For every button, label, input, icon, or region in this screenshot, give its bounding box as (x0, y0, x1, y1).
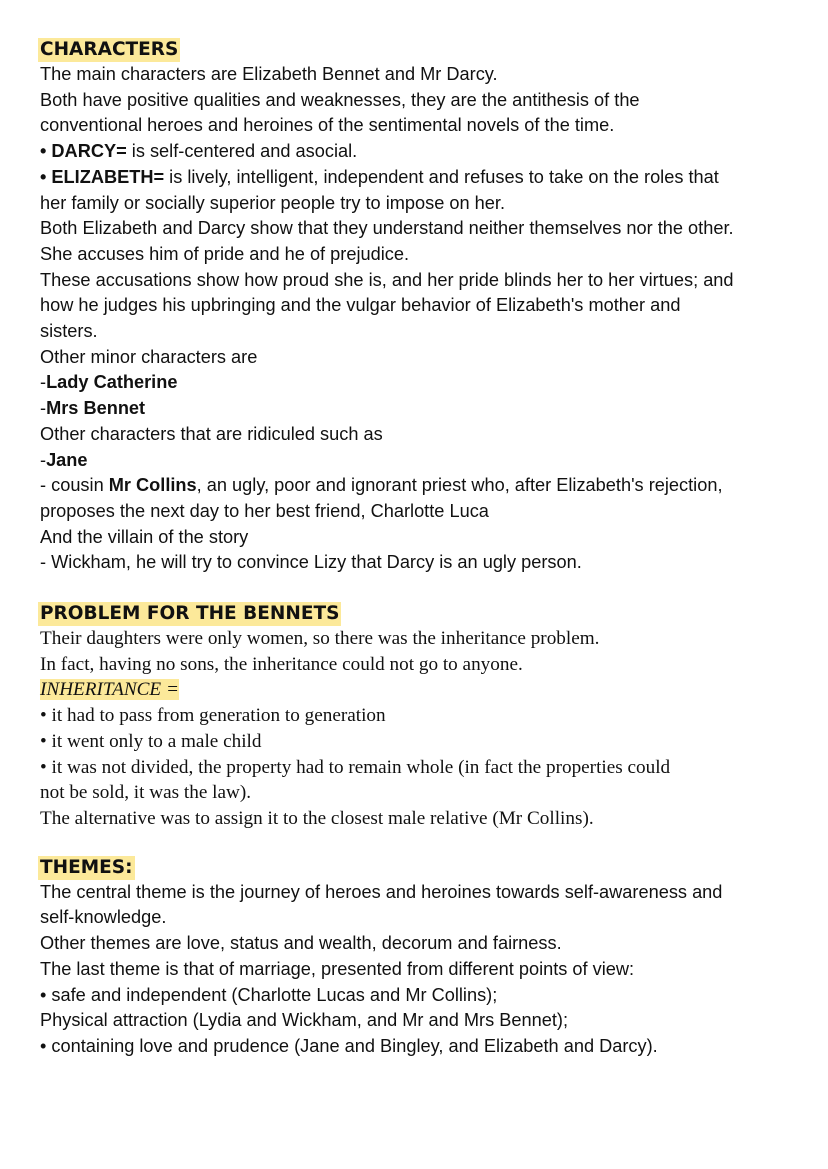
document-page (40, 38, 800, 1060)
minor-name-2: Mrs Bennet (46, 398, 146, 419)
themes-section (40, 856, 800, 1060)
marriage-bullet-2: • containing love and prudence (Jane and Bingley, and Elizabeth and Darcy). (40, 1035, 658, 1056)
characters-intro: The main characters are Elizabeth Bennet and Mr Darcy. (40, 64, 498, 84)
alternative-line: The alternative was to assign it to the closest male relative (Mr Collins). (40, 807, 594, 829)
other-themes: Other themes are love, status and wealth, decorum and fairness. (40, 933, 562, 954)
physical-attraction-line: Physical attraction (Lydia and Wickham, and Mr and Mrs Bennet); (40, 1010, 568, 1031)
qualities-line-1: Both have positive qualities and weaknesses, they are the antithesis of the (40, 89, 640, 110)
qualities-line-2: conventional heroes and heroines of the sentimental novels of the time. (40, 115, 615, 136)
collins-prefix: - cousin (40, 475, 109, 496)
section-spacer (40, 832, 800, 856)
minor-character-2 (40, 396, 800, 422)
collins-description-2: proposes the next day to her best friend, Charlotte Luca (40, 500, 489, 521)
ridiculed-intro: Other characters that are ridiculed such as (40, 423, 383, 444)
accusations-line-2: how he judges his upbringing and the vulgar behavior of Elizabeth's mother and (40, 295, 681, 316)
understand-line: Both Elizabeth and Darcy show that they understand neither themselves nor the other. (40, 218, 734, 239)
minor-dash-1: - (40, 372, 47, 393)
elizabeth-description-2: her family or socially superior people try to impose on her. (40, 192, 506, 213)
marriage-bullet-1: • safe and independent (Charlotte Lucas and Mr Collins); (40, 984, 498, 1005)
marriage-theme: The last theme is that of marriage, presented from different points of view: (40, 958, 635, 979)
accusations-line-1: These accusations show how proud she is, and her pride blinds her to her virtues; and (40, 269, 734, 290)
themes-heading: THEMES: (40, 856, 133, 878)
inheritance-bullet-1: • it had to pass from generation to generation (40, 705, 386, 727)
inheritance-bullet-3a: • it was not divided, the property had to remain whole (in fact the properties could (40, 756, 671, 778)
minor-name-1: Lady Catherine (46, 372, 178, 393)
minor-intro: Other minor characters are (40, 346, 258, 367)
elizabeth-entry (40, 165, 800, 191)
section-spacer (40, 576, 800, 602)
villain-line: - Wickham, he will try to convince Lizy that Darcy is an ugly person. (40, 552, 582, 573)
darcy-label: • DARCY= (40, 141, 127, 162)
central-theme-2: self-knowledge. (40, 907, 167, 928)
ridiculed-name-1: Jane (46, 449, 88, 470)
problem-section (40, 602, 800, 832)
elizabeth-description-1: is lively, intelligent, independent and refuses to take on the roles that (164, 166, 719, 187)
villain-intro: And the villain of the story (40, 526, 249, 547)
inheritance-label: INHERITANCE = (40, 679, 179, 701)
darcy-description: is self-centered and asocial. (126, 141, 358, 162)
inheritance-label-line (40, 677, 800, 703)
minor-character-1 (40, 370, 800, 396)
inheritance-bullet-3b: not be sold, it was the law). (40, 782, 252, 804)
collins-description-1: , an ugly, poor and ignorant priest who, after Elizabeth's rejection, (196, 475, 723, 496)
collins-name: Mr Collins (108, 475, 197, 496)
elizabeth-label: • ELIZABETH= (40, 166, 165, 187)
ridiculed-dash: - (40, 449, 47, 470)
minor-dash-2: - (40, 398, 47, 419)
problem-heading: PROBLEM FOR THE BENNETS (40, 603, 340, 625)
characters-heading: CHARACTERS (40, 39, 179, 60)
characters-section (40, 38, 800, 576)
accusations-line-3: sisters. (40, 321, 98, 342)
accuses-line: She accuses him of pride and he of prejudice. (40, 243, 410, 264)
problem-line-2: In fact, having no sons, the inheritance could not go to anyone. (40, 653, 523, 675)
central-theme-1: The central theme is the journey of heroes and heroines towards self-awareness and (40, 881, 723, 902)
ridiculed-character-1 (40, 448, 800, 474)
darcy-entry (40, 139, 800, 165)
problem-line-1: Their daughters were only women, so there was the inheritance problem. (40, 628, 600, 650)
inheritance-bullet-2: • it went only to a male child (40, 730, 262, 752)
collins-entry (40, 473, 800, 499)
